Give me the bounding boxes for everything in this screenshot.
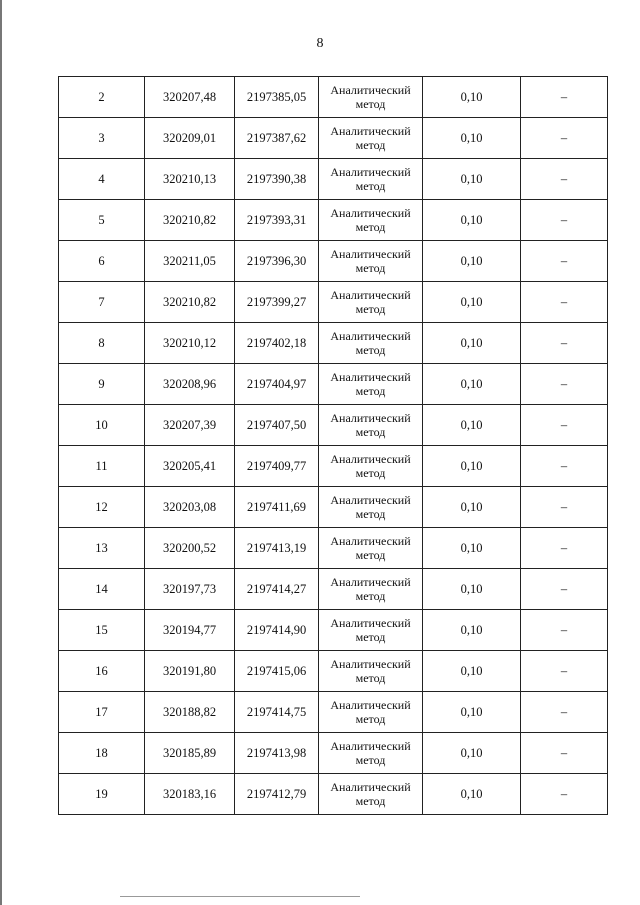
x-coordinate-cell: 320188,82 bbox=[145, 692, 235, 733]
method-cell bbox=[319, 282, 423, 323]
method-line-2: метод bbox=[355, 671, 386, 685]
x-coordinate-cell: 320203,08 bbox=[145, 487, 235, 528]
x-coordinate-cell: 320183,16 bbox=[145, 774, 235, 815]
accuracy-cell: 0,10 bbox=[423, 651, 521, 692]
accuracy-cell: 0,10 bbox=[423, 610, 521, 651]
accuracy-cell: 0,10 bbox=[423, 159, 521, 200]
method-line-1: Аналитический bbox=[330, 452, 411, 466]
method-cell bbox=[319, 323, 423, 364]
table-row bbox=[59, 323, 608, 364]
method-cell bbox=[319, 733, 423, 774]
accuracy-cell: 0,10 bbox=[423, 446, 521, 487]
method-line-2: метод bbox=[355, 753, 386, 767]
method-line-1: Аналитический bbox=[330, 698, 411, 712]
method-line-1: Аналитический bbox=[330, 329, 411, 343]
description-cell: – bbox=[521, 446, 608, 487]
x-coordinate-cell: 320208,96 bbox=[145, 364, 235, 405]
y-coordinate-cell: 2197414,75 bbox=[235, 692, 319, 733]
table-row bbox=[59, 733, 608, 774]
table-row bbox=[59, 446, 608, 487]
y-coordinate-cell: 2197409,77 bbox=[235, 446, 319, 487]
y-coordinate-cell: 2197411,69 bbox=[235, 487, 319, 528]
point-number-cell: 6 bbox=[59, 241, 145, 282]
method-cell bbox=[319, 528, 423, 569]
table-row bbox=[59, 159, 608, 200]
method-line-2: метод bbox=[355, 589, 386, 603]
accuracy-cell: 0,10 bbox=[423, 364, 521, 405]
method-cell bbox=[319, 692, 423, 733]
method-cell bbox=[319, 610, 423, 651]
method-line-2: метод bbox=[355, 384, 386, 398]
x-coordinate-cell: 320207,48 bbox=[145, 77, 235, 118]
table-row bbox=[59, 487, 608, 528]
accuracy-cell: 0,10 bbox=[423, 282, 521, 323]
method-line-2: метод bbox=[355, 302, 386, 316]
accuracy-cell: 0,10 bbox=[423, 733, 521, 774]
method-line-1: Аналитический bbox=[330, 165, 411, 179]
table-row bbox=[59, 610, 608, 651]
point-number-cell: 10 bbox=[59, 405, 145, 446]
coordinates-table bbox=[58, 76, 608, 815]
method-cell bbox=[319, 569, 423, 610]
y-coordinate-cell: 2197413,19 bbox=[235, 528, 319, 569]
x-coordinate-cell: 320191,80 bbox=[145, 651, 235, 692]
y-coordinate-cell: 2197414,27 bbox=[235, 569, 319, 610]
method-line-2: метод bbox=[355, 548, 386, 562]
description-cell: – bbox=[521, 692, 608, 733]
method-cell bbox=[319, 405, 423, 446]
page-left-edge bbox=[0, 0, 2, 905]
point-number-cell: 8 bbox=[59, 323, 145, 364]
point-number-cell: 2 bbox=[59, 77, 145, 118]
method-line-2: метод bbox=[355, 220, 386, 234]
method-cell bbox=[319, 77, 423, 118]
description-cell: – bbox=[521, 200, 608, 241]
method-line-2: метод bbox=[355, 466, 386, 480]
y-coordinate-cell: 2197412,79 bbox=[235, 774, 319, 815]
coordinates-table-body bbox=[59, 77, 608, 815]
y-coordinate-cell: 2197407,50 bbox=[235, 405, 319, 446]
point-number-cell: 15 bbox=[59, 610, 145, 651]
table-row bbox=[59, 405, 608, 446]
method-line-1: Аналитический bbox=[330, 83, 411, 97]
table-row bbox=[59, 528, 608, 569]
table-row bbox=[59, 77, 608, 118]
accuracy-cell: 0,10 bbox=[423, 323, 521, 364]
description-cell: – bbox=[521, 364, 608, 405]
table-row bbox=[59, 282, 608, 323]
method-cell bbox=[319, 651, 423, 692]
method-cell bbox=[319, 241, 423, 282]
point-number-cell: 13 bbox=[59, 528, 145, 569]
x-coordinate-cell: 320210,13 bbox=[145, 159, 235, 200]
table-row bbox=[59, 118, 608, 159]
point-number-cell: 17 bbox=[59, 692, 145, 733]
x-coordinate-cell: 320209,01 bbox=[145, 118, 235, 159]
accuracy-cell: 0,10 bbox=[423, 774, 521, 815]
description-cell: – bbox=[521, 528, 608, 569]
description-cell: – bbox=[521, 159, 608, 200]
x-coordinate-cell: 320210,12 bbox=[145, 323, 235, 364]
method-line-1: Аналитический bbox=[330, 616, 411, 630]
y-coordinate-cell: 2197387,62 bbox=[235, 118, 319, 159]
point-number-cell: 16 bbox=[59, 651, 145, 692]
method-line-2: метод bbox=[355, 138, 386, 152]
method-cell bbox=[319, 364, 423, 405]
accuracy-cell: 0,10 bbox=[423, 569, 521, 610]
method-line-1: Аналитический bbox=[330, 739, 411, 753]
accuracy-cell: 0,10 bbox=[423, 77, 521, 118]
point-number-cell: 4 bbox=[59, 159, 145, 200]
method-line-1: Аналитический bbox=[330, 780, 411, 794]
accuracy-cell: 0,10 bbox=[423, 200, 521, 241]
method-line-1: Аналитический bbox=[330, 493, 411, 507]
method-line-2: метод bbox=[355, 507, 386, 521]
method-cell bbox=[319, 159, 423, 200]
description-cell: – bbox=[521, 774, 608, 815]
accuracy-cell: 0,10 bbox=[423, 528, 521, 569]
method-line-2: метод bbox=[355, 425, 386, 439]
description-cell: – bbox=[521, 118, 608, 159]
accuracy-cell: 0,10 bbox=[423, 692, 521, 733]
accuracy-cell: 0,10 bbox=[423, 487, 521, 528]
method-cell bbox=[319, 446, 423, 487]
method-line-1: Аналитический bbox=[330, 575, 411, 589]
point-number-cell: 12 bbox=[59, 487, 145, 528]
y-coordinate-cell: 2197396,30 bbox=[235, 241, 319, 282]
x-coordinate-cell: 320194,77 bbox=[145, 610, 235, 651]
x-coordinate-cell: 320207,39 bbox=[145, 405, 235, 446]
description-cell: – bbox=[521, 282, 608, 323]
y-coordinate-cell: 2197385,05 bbox=[235, 77, 319, 118]
table-row bbox=[59, 651, 608, 692]
x-coordinate-cell: 320210,82 bbox=[145, 282, 235, 323]
point-number-cell: 18 bbox=[59, 733, 145, 774]
accuracy-cell: 0,10 bbox=[423, 405, 521, 446]
description-cell: – bbox=[521, 241, 608, 282]
description-cell: – bbox=[521, 405, 608, 446]
point-number-cell: 3 bbox=[59, 118, 145, 159]
method-line-1: Аналитический bbox=[330, 247, 411, 261]
x-coordinate-cell: 320185,89 bbox=[145, 733, 235, 774]
method-line-1: Аналитический bbox=[330, 288, 411, 302]
method-line-1: Аналитический bbox=[330, 411, 411, 425]
method-cell bbox=[319, 200, 423, 241]
method-cell bbox=[319, 487, 423, 528]
point-number-cell: 7 bbox=[59, 282, 145, 323]
method-line-1: Аналитический bbox=[330, 370, 411, 384]
method-line-2: метод bbox=[355, 343, 386, 357]
x-coordinate-cell: 320211,05 bbox=[145, 241, 235, 282]
y-coordinate-cell: 2197399,27 bbox=[235, 282, 319, 323]
method-line-1: Аналитический bbox=[330, 534, 411, 548]
y-coordinate-cell: 2197390,38 bbox=[235, 159, 319, 200]
description-cell: – bbox=[521, 323, 608, 364]
method-line-2: метод bbox=[355, 261, 386, 275]
method-cell bbox=[319, 774, 423, 815]
y-coordinate-cell: 2197402,18 bbox=[235, 323, 319, 364]
method-line-1: Аналитический bbox=[330, 206, 411, 220]
x-coordinate-cell: 320205,41 bbox=[145, 446, 235, 487]
method-line-2: метод bbox=[355, 179, 386, 193]
point-number-cell: 14 bbox=[59, 569, 145, 610]
table-row bbox=[59, 569, 608, 610]
x-coordinate-cell: 320197,73 bbox=[145, 569, 235, 610]
point-number-cell: 19 bbox=[59, 774, 145, 815]
y-coordinate-cell: 2197404,97 bbox=[235, 364, 319, 405]
page-number: 8 bbox=[316, 36, 324, 51]
accuracy-cell: 0,10 bbox=[423, 241, 521, 282]
table-row bbox=[59, 241, 608, 282]
y-coordinate-cell: 2197413,98 bbox=[235, 733, 319, 774]
y-coordinate-cell: 2197415,06 bbox=[235, 651, 319, 692]
y-coordinate-cell: 2197414,90 bbox=[235, 610, 319, 651]
x-coordinate-cell: 320200,52 bbox=[145, 528, 235, 569]
table-row bbox=[59, 774, 608, 815]
description-cell: – bbox=[521, 487, 608, 528]
point-number-cell: 11 bbox=[59, 446, 145, 487]
description-cell: – bbox=[521, 569, 608, 610]
table-row bbox=[59, 200, 608, 241]
point-number-cell: 9 bbox=[59, 364, 145, 405]
method-line-2: метод bbox=[355, 630, 386, 644]
method-line-2: метод bbox=[355, 97, 386, 111]
x-coordinate-cell: 320210,82 bbox=[145, 200, 235, 241]
method-line-1: Аналитический bbox=[330, 124, 411, 138]
table-row bbox=[59, 364, 608, 405]
accuracy-cell: 0,10 bbox=[423, 118, 521, 159]
method-line-2: метод bbox=[355, 794, 386, 808]
method-line-2: метод bbox=[355, 712, 386, 726]
method-cell bbox=[319, 118, 423, 159]
table-row bbox=[59, 692, 608, 733]
point-number-cell: 5 bbox=[59, 200, 145, 241]
description-cell: – bbox=[521, 651, 608, 692]
description-cell: – bbox=[521, 610, 608, 651]
y-coordinate-cell: 2197393,31 bbox=[235, 200, 319, 241]
description-cell: – bbox=[521, 733, 608, 774]
scan-artifact-line bbox=[120, 896, 360, 897]
description-cell: – bbox=[521, 77, 608, 118]
method-line-1: Аналитический bbox=[330, 657, 411, 671]
